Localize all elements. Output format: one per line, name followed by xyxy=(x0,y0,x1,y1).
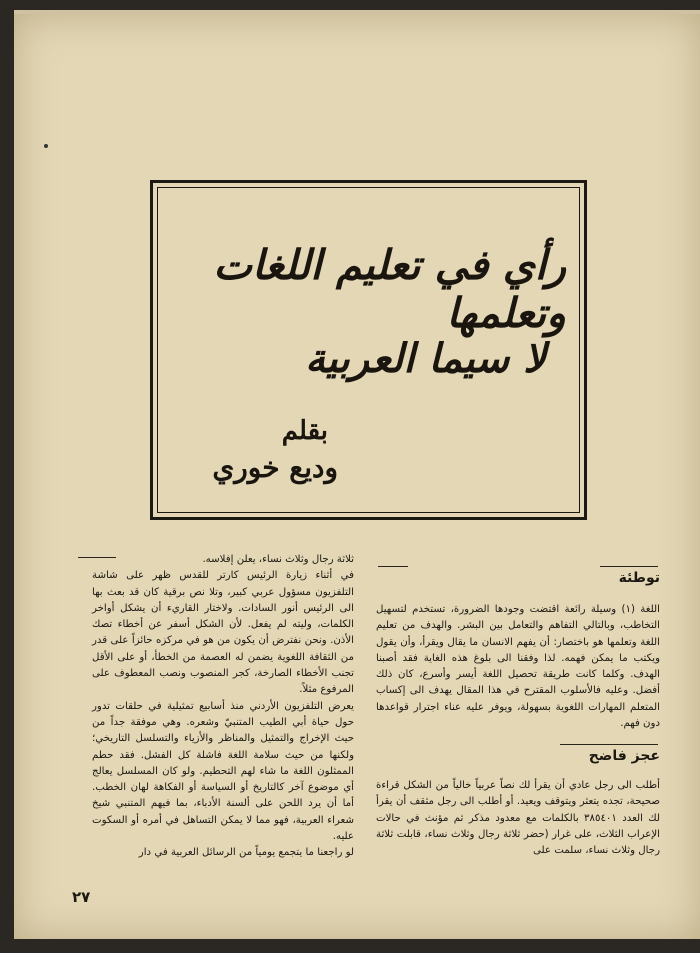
section-heading-second: عجز فاضح xyxy=(588,748,660,764)
title-frame xyxy=(150,180,587,520)
ink-speck xyxy=(44,144,48,148)
section-heading-intro: توطئة xyxy=(618,570,660,586)
article-subtitle: لا سيما العربية xyxy=(305,335,546,382)
second-paragraph: أطلب الى رجل عادي أن يقرأ لك نصاً عربياً خالياً من الشكل قراءة صحيحة، تجده يتعثر ويتوقف ويعيد. أو أطلب الى رجل مثقف أن يقرأ لك العدد ٣٨٥٤٠١ بالكلمات مع معدود مذكر ثم مؤنث في حالات الإعراب الثلاث، على غرار (حضر ثلاثة رجال وثلاث نساء، قابلت ثلاثة رجال وثلاث نساء، سلمت على xyxy=(376,780,660,857)
section-rule xyxy=(560,744,658,745)
byline-label: بقلم xyxy=(281,416,328,446)
right-column-intro xyxy=(376,602,660,732)
intro-paragraph: اللغة (١) وسيلة رائعة اقتضت وجودها الضرورة، تستخدم لتسهيل التخاطب، وبالتالي التفاهم والتعامل بين البشر. والهدف من تعليم اللغة وتعلمها هو باختصار: أن يفهم الانسان ما يقال ويقرأ، وأن يقول ويكتب ما يمكن فهمه. لذا وفقنا الى بلوغ هذه الغاية فقد أصبنا الهدف. وكلما كانت طريقة تحصيل اللغة أيسر وأسرع، كان ذلك أفضل. وعليه فالأسلوب المقترح في هذا المقال يهدف الى إكساب المتعلم المهارات اللغوية بسهولة، ويوفر عليه عناء اجترار قواعدها دون فهم. xyxy=(376,604,660,730)
right-column-second xyxy=(376,778,660,859)
left-paragraph-2: في أثناء زيارة الرئيس كارتر للقدس ظهر على شاشة التلفزيون مسؤول عربي كبير، وتلا نص برقية كان قد بعث بها الى الرئيس أنور السادات. ولاختار القاريء أن يشكل أواخر الكلمات، وليته لم يفعل. لأن الشكل أسفر عن أخطاء تصك الأذن. ونحن نفترض أن يكون من هو في مركزه حائزاً على قدر من الثقافة اللغوية يضمن له العصمة من الخطأ، أو على الأقل تجنب الأخطاء الصارخة، كجر المنصوب ونصب المعطوف على المرفوع مثلاً. xyxy=(92,570,354,696)
heading-rule-right xyxy=(600,566,658,567)
left-paragraph-4: لو راجعنا ما يتجمع يومياً من الرسائل العربية في دار xyxy=(138,847,354,859)
left-paragraph-3: يعرض التلفزيون الأردني منذ أسابيع تمثيلية في حلقات تدور حول حياة أبي الطيب المتنبيّ وشعره. وهي موفقة جداً من حيث الإخراج والتمثيل والمناظر والأزياء والتسلسل التاريخي؛ ولكنها من حيث سلامة اللغة فاشلة كل الفشل. فقد حطم الممثلون اللغة ما شاء لهم التحطيم. ولو كان المسلسل يعالج أي موضوع آخر كالتاريخ أو السياسة أو الفكاهة لهان الخطب. أما أن يرد اللحن على ألسنة الأدباء، بما فيهم المتنبي شيخ شعراء العربية، فهو مما لا يمكن التساهل في أمره أو السكوت عليه. xyxy=(92,700,354,843)
left-column xyxy=(92,552,354,862)
page-number: ٢٧ xyxy=(72,888,91,906)
author-name: وديع خوري xyxy=(212,451,338,484)
column-rule-right xyxy=(378,566,408,567)
article-title: رأي في تعليم اللغات وتعلمها xyxy=(213,241,566,337)
left-paragraph-1: ثلاثة رجال وثلاث نساء، يعلن إفلاسه. xyxy=(202,554,354,565)
